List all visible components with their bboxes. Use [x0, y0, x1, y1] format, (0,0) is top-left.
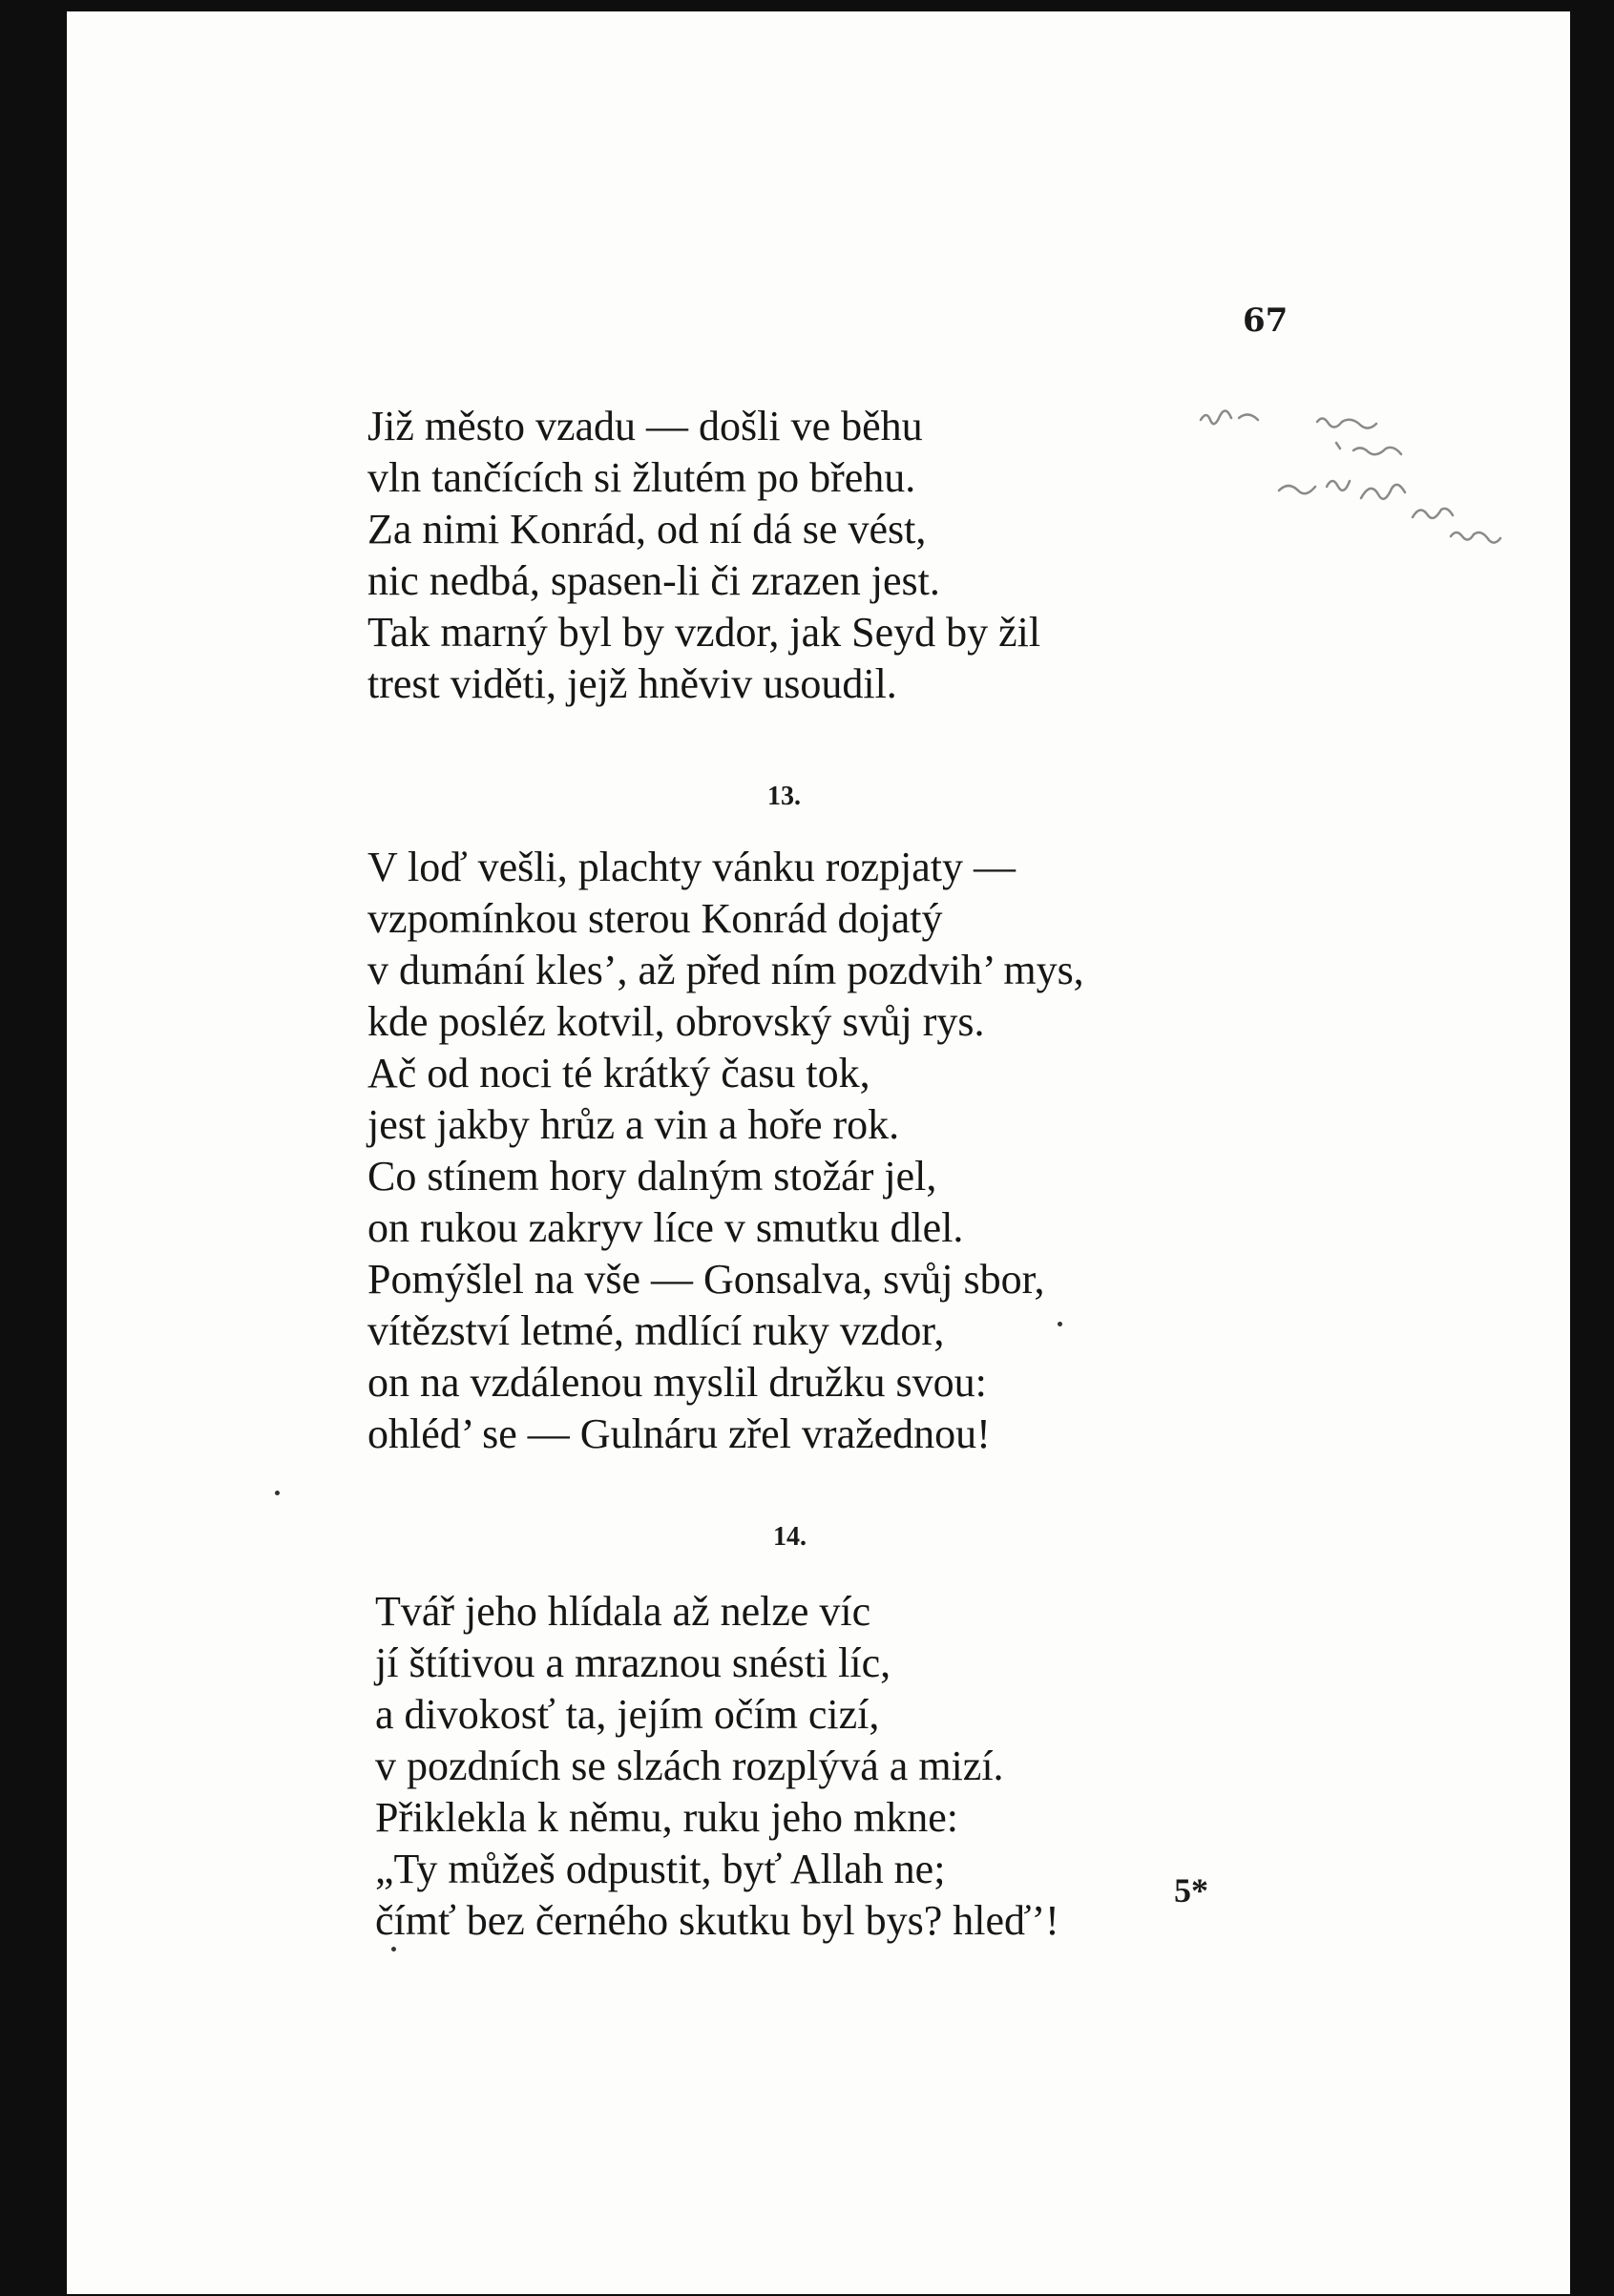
- verse-line: ohléd’ se — Gulnáru zřel vražednou!: [367, 1410, 991, 1457]
- verse-line: Již město vzadu — došli ve běhu: [367, 403, 923, 449]
- stanza-intro: [367, 401, 1040, 710]
- verse-line: a divokosť ta, jejím očím cizí,: [375, 1691, 880, 1738]
- verse-line: V loď vešli, plachty vánku rozpjaty —: [367, 844, 1016, 890]
- verse-line: v dumání kles’, až před ním pozdvih’ mys,: [367, 947, 1084, 993]
- page-number: 67: [1243, 302, 1289, 340]
- verse-line: on rukou zakryv líce v smutku dlel.: [367, 1204, 964, 1251]
- ink-speck: [391, 1947, 396, 1952]
- verse-line: vítězství letmé, mdlící ruky vzdor,: [367, 1307, 945, 1354]
- verse-line: Pomýšlel na vše — Gonsalva, svůj sbor,: [367, 1256, 1045, 1303]
- verse-line: Tak marný byl by vzdor, jak Seyd by žil: [367, 609, 1041, 656]
- verse-line: Ač od noci té krátký času tok,: [367, 1050, 870, 1096]
- stanza-13: [367, 842, 1084, 1460]
- verse-line: jest jakby hrůz a vin a hoře rok.: [367, 1101, 900, 1148]
- ink-speck: [1058, 1322, 1062, 1326]
- printer-signature-mark: 5*: [1174, 1871, 1208, 1910]
- verse-line: „Ty můžeš odpustit, byť Allah ne;: [375, 1846, 946, 1892]
- verse-line: Za nimi Konrád, od ní dá se vést,: [367, 506, 927, 553]
- verse-line: čímť bez černého skutku byl bys? hleď’!: [375, 1897, 1059, 1944]
- section-number: 14.: [773, 1522, 807, 1552]
- handwritten-pencil-note: [1193, 393, 1604, 684]
- verse-line: v pozdních se slzách rozplývá a mizí.: [375, 1743, 1004, 1789]
- verse-line: vzpomínkou sterou Konrád dojatý: [367, 895, 943, 942]
- verse-line: on na vzdálenou myslil družku svou:: [367, 1359, 987, 1406]
- verse-line: vln tančících si žlutém po břehu.: [367, 454, 916, 501]
- verse-line: Co stínem hory dalným stožár jel,: [367, 1153, 937, 1200]
- verse-line: nic nedbá, spasen-li či zrazen jest.: [367, 557, 940, 604]
- verse-line: trest viděti, jejž hněviv usoudil.: [367, 660, 897, 707]
- book-page: [67, 11, 1570, 2294]
- verse-line: Tvář jeho hlídala až nelze víc: [375, 1588, 871, 1635]
- ink-speck: [275, 1491, 280, 1495]
- verse-line: kde posléz kotvil, obrovský svůj rys.: [367, 998, 985, 1045]
- verse-line: Přiklekla k němu, ruku jeho mkne:: [375, 1794, 958, 1841]
- verse-line: jí štítivou a mraznou snésti líc,: [375, 1639, 891, 1686]
- stanza-14: [375, 1586, 1059, 1947]
- section-number: 13.: [767, 782, 801, 811]
